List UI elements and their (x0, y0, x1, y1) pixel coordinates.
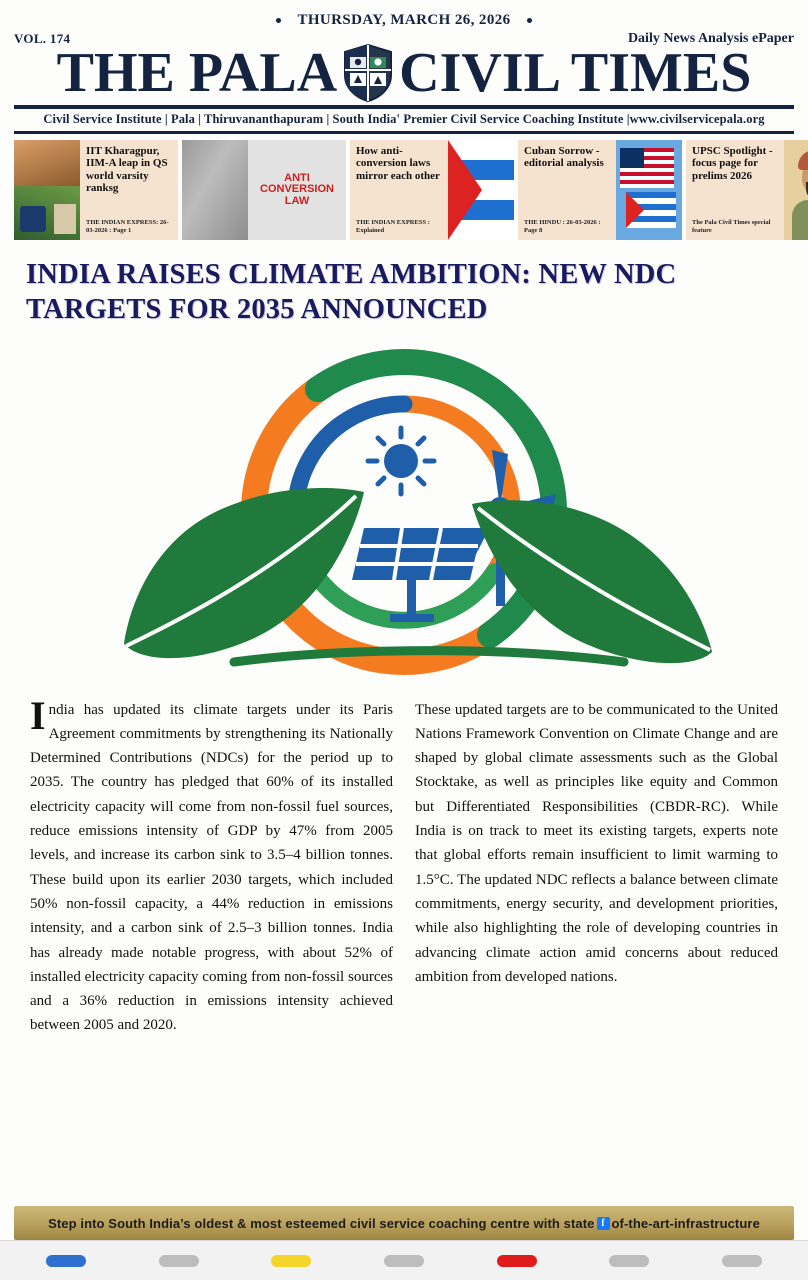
teaser-source: THE HINDU : 26-03-2026 : Page 8 (524, 219, 601, 235)
toolbar-pill-grey-2[interactable] (384, 1255, 424, 1267)
cuban-flag-photo (448, 140, 514, 240)
masthead-title-left: THE PALA (56, 41, 338, 104)
facebook-icon[interactable]: f (597, 1217, 610, 1230)
teaser-card-5[interactable] (686, 140, 808, 240)
article-column-left: India has updated its climate targets under its Paris Agreement commitments by strengthening its Nationally Determined Contributions (NDCs) for the period up to 2035. The country has pledged that 60% of its installed electricity capacity will come from non-fossil fuel sources, reduce emissions intensity of GDP by 47% from 2005 levels, and increase its carbon sink to 3.5–4 billion tonnes. These build upon its earlier 2030 targets, which included 50% non-fossil capacity, a 44% reduction in emissions intensity, and a carbon sink of 2.5–3 billion tonnes. India has already made notable progress, with about 52% of installed electricity capacity coming from non-fossil sources and a 36% reduction in emissions intensity achieved between 2005 and 2020. (30, 692, 393, 1034)
masthead-tagline: Daily News Analysis ePaper (627, 31, 794, 46)
article-body (0, 692, 808, 1038)
climate-renewable-energy-illustration (64, 332, 744, 692)
teaser-text-5 (686, 140, 784, 240)
us-cuba-flags-photo (616, 140, 682, 240)
teaser-card-4[interactable] (518, 140, 682, 240)
promo-banner[interactable] (14, 1206, 794, 1240)
toolbar-pill-grey-3[interactable] (609, 1255, 649, 1267)
teaser-strip (0, 134, 808, 244)
page-title: INDIA RAISES CLIMATE AMBITION: NEW NDC TARGETS FOR 2035 ANNOUNCED (26, 259, 677, 325)
toolbar-pill-yellow[interactable] (271, 1255, 311, 1267)
promo-banner-text-after: of-the-art-infrastructure (611, 1215, 760, 1231)
date-row (14, 8, 794, 29)
toolbar-pill-blue[interactable] (46, 1255, 86, 1267)
teaser-source: THE INDIAN EXPRESS : Explained (356, 219, 430, 235)
toolbar-pill-grey-1[interactable] (159, 1255, 199, 1267)
masthead-title-right: CIVIL TIMES (399, 41, 752, 104)
teaser-source: THE INDIAN EXPRESS: 26-03-2026 : Page 1 (86, 219, 169, 235)
anti-conversion-law-photo (182, 140, 248, 240)
toolbar-pill-red[interactable] (497, 1255, 537, 1267)
farmers-crops-photo (14, 140, 80, 240)
institute-crest-icon (341, 43, 395, 103)
teaser-text-1 (80, 140, 178, 240)
teaser-source: The Pala Civil Times special feature (692, 219, 771, 235)
masthead (0, 0, 808, 134)
teaser-headline: How anti-conversion laws mirror each other (356, 145, 440, 182)
hero-illustration (0, 332, 808, 692)
issue-date: THURSDAY, MARCH 26, 2026 (297, 12, 511, 28)
teaser-card-3[interactable] (350, 140, 514, 240)
teaser-overlay-line1: ANTI (284, 171, 310, 184)
teaser-text-2 (248, 140, 346, 240)
masthead-title-row (14, 43, 794, 103)
teaser-headline: IIT Kharagpur, IIM-A leap in QS world varsity ranksg (86, 145, 168, 194)
teaser-text-3 (350, 140, 448, 240)
teaser-headline: UPSC Spotlight - focus page for prelims 2026 (692, 145, 773, 182)
bullet-right-icon (527, 18, 532, 23)
article-column-right: These updated targets are to be communicated to the United Nations Framework Convention on Climate Change and are shaped by global climate assessments such as the Global Stocktake, as well as principles like equity and Common but Differentiated Responsibilities (CBDR-RC). While India is on track to meet its existing targets, experts note that global efforts remain insufficient to limit warming to 1.5°C. The updated NDC reflects a balance between climate commitments, energy security, and development priorities, while also highlighting the role of developing countries in advancing climate action amid concerns about reduced ambition from developed nations. (415, 701, 778, 985)
bottom-toolbar (0, 1240, 808, 1280)
volume-label: VOL. 174 (14, 31, 71, 46)
teaser-text-4 (518, 140, 616, 240)
masthead-strapline: Civil Service Institute | Pala | Thiruvananthapuram | South India' Premier Civil Service Coaching Institute |www.civilservicepala.org (14, 108, 794, 134)
teaser-overlay-line2: CONVERSION (260, 183, 334, 196)
portrait-photo (784, 140, 808, 240)
teaser-overlay-line3: LAW (284, 194, 310, 207)
teaser-card-1[interactable] (14, 140, 178, 240)
toolbar-pill-grey-4[interactable] (722, 1255, 762, 1267)
bullet-left-icon (276, 18, 281, 23)
promo-banner-text-before: Step into South India’s oldest & most esteemed civil service coaching centre with state (48, 1215, 595, 1231)
teaser-card-2[interactable] (182, 140, 346, 240)
teaser-headline: Cuban Sorrow - editorial analysis (524, 145, 604, 170)
